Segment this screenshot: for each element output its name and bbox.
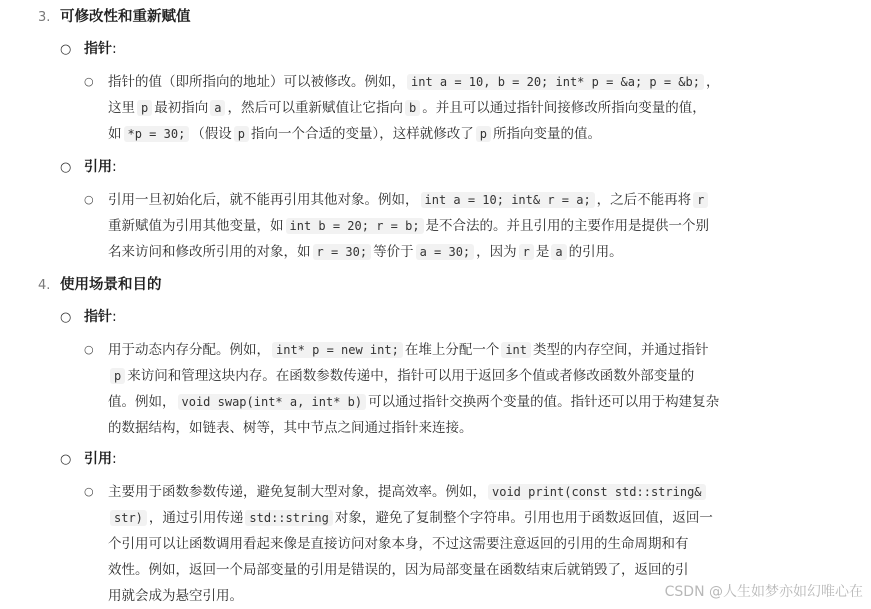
inline-code: p xyxy=(137,100,152,116)
inline-code: a xyxy=(210,100,225,116)
text-run: ，然后可以重新赋值让它指向 xyxy=(227,100,403,116)
circle-bullet-icon: ○ xyxy=(84,75,94,88)
list-item-pointer-usage xyxy=(84,337,814,441)
subheading-colon: : xyxy=(112,309,117,325)
inline-code: a xyxy=(551,244,566,260)
text-line xyxy=(84,479,814,505)
text-run: 值。例如， xyxy=(108,394,176,410)
text-run: 的数据结构，如链表、树等，其中节点之间通过指针来连接。 xyxy=(108,420,473,436)
inline-code: void swap(int* a, int* b) xyxy=(178,394,367,410)
text-line xyxy=(84,557,814,583)
text-line xyxy=(84,239,814,265)
text-run: 指向一个合适的变量），这样就修改了 xyxy=(251,126,474,142)
circle-bullet-icon: ○ xyxy=(60,42,72,57)
text-run: 如 xyxy=(108,126,122,142)
inline-code: int b = 20; r = b; xyxy=(286,218,424,234)
text-run: ，通过引用传递 xyxy=(148,510,244,526)
text-run: 引用一旦初始化后，就不能再引用其他对象。例如， xyxy=(108,192,419,208)
list-item-pointer-modifiability xyxy=(84,69,814,147)
inline-code: int a = 10; int& r = a; xyxy=(421,192,595,208)
text-run: 来访问和管理这块内存。在函数参数传递中，指针可以用于返回多个值或者修改函数外部变量的 xyxy=(127,368,695,384)
text-run: 最初指向 xyxy=(154,100,209,116)
section-title: 使用场景和目的 xyxy=(60,277,162,293)
text-run: 对象，避免了复制整个字符串。引用也用于函数返回值，返回一 xyxy=(334,510,713,526)
text-run: 在堆上分配一个 xyxy=(404,342,500,358)
inline-code: r xyxy=(693,192,708,208)
text-run: 。并且可以通过指针间接修改所指向变量的值， xyxy=(422,100,706,116)
inline-code: int* p = new int; xyxy=(272,342,403,358)
section-number: 4. xyxy=(38,278,51,293)
section-title: 可修改性和重新赋值 xyxy=(60,9,191,25)
subheading-title: 引用 xyxy=(84,159,112,175)
subheading-title: 指针 xyxy=(84,41,112,57)
circle-bullet-icon: ○ xyxy=(60,160,72,175)
text-run: 类型的内存空间，并通过指针 xyxy=(533,342,709,358)
subheading-colon: : xyxy=(112,159,117,175)
inline-code: p xyxy=(234,126,249,142)
inline-code: p xyxy=(476,126,491,142)
text-run: ，因为 xyxy=(476,244,517,260)
inline-code: r = 30; xyxy=(313,244,372,260)
subheading-colon: : xyxy=(112,41,117,57)
text-line xyxy=(84,415,814,441)
section-number: 3. xyxy=(38,10,51,25)
text-run: 这里 xyxy=(108,100,135,116)
subheading-pointer-modifiability xyxy=(60,37,117,61)
inline-code: a = 30; xyxy=(416,244,475,260)
circle-bullet-icon: ○ xyxy=(60,452,72,467)
text-run: 是不合法的。并且引用的主要作用是提供一个别 xyxy=(425,218,710,234)
text-run: 指针的值（即所指向的地址）可以被修改。例如， xyxy=(108,74,405,90)
text-line xyxy=(84,187,814,213)
inline-code: p xyxy=(110,368,125,384)
section-heading-3 xyxy=(38,4,191,30)
text-line xyxy=(84,531,814,557)
inline-code: str) xyxy=(110,510,147,526)
inline-code: *p = 30; xyxy=(124,126,190,142)
subheading-colon: : xyxy=(112,451,117,467)
inline-code: void print(const std::string& xyxy=(488,484,706,500)
text-line xyxy=(84,69,814,95)
list-item-reference-modifiability xyxy=(84,187,814,265)
section-heading-4 xyxy=(38,272,162,298)
text-run: 所指向变量的值。 xyxy=(493,126,602,142)
circle-bullet-icon: ○ xyxy=(84,193,94,206)
text-line xyxy=(84,95,814,121)
subheading-title: 引用 xyxy=(84,451,112,467)
inline-code: int xyxy=(501,342,531,358)
text-run: 个引用可以让函数调用看起来像是直接访问对象本身，不过这需要注意返回的引用的生命周期和有 xyxy=(108,536,689,552)
inline-code: b xyxy=(405,100,420,116)
text-run: 名来访问和修改所引用的对象，如 xyxy=(108,244,311,260)
text-run: 主要用于函数参数传递，避免复制大型对象，提高效率。例如， xyxy=(108,484,486,500)
text-run: 用于动态内存分配。例如， xyxy=(108,342,270,358)
circle-bullet-icon: ○ xyxy=(60,310,72,325)
text-line xyxy=(84,337,814,363)
circle-bullet-icon: ○ xyxy=(84,343,94,356)
subheading-title: 指针 xyxy=(84,309,112,325)
circle-bullet-icon: ○ xyxy=(84,485,94,498)
text-run: ，之后不能再将 xyxy=(596,192,692,208)
text-run: 等价于 xyxy=(373,244,414,260)
text-line xyxy=(84,389,814,415)
text-run: 用就会成为悬空引用。 xyxy=(108,588,243,604)
subheading-reference-modifiability xyxy=(60,155,117,179)
inline-code: std::string xyxy=(245,510,332,526)
text-run: 重新赋值为引用其他变量，如 xyxy=(108,218,284,234)
text-line xyxy=(84,121,814,147)
text-run: 可以通过指针交换两个变量的值。指针还可以用于构建复杂 xyxy=(368,394,720,410)
inline-code: r xyxy=(519,244,534,260)
text-line xyxy=(84,363,814,389)
csdn-watermark: CSDN @人生如梦亦如幻唯心在 xyxy=(664,584,863,600)
text-line xyxy=(84,213,814,239)
text-run: 效性。例如，返回一个局部变量的引用是错误的，因为局部变量在函数结束后就销毁了，返回的引 xyxy=(108,562,689,578)
subheading-pointer-usage xyxy=(60,305,117,329)
text-run: ， xyxy=(705,74,720,90)
subheading-reference-usage xyxy=(60,447,117,471)
inline-code: int a = 10, b = 20; int* p = &a; p = &b; xyxy=(407,74,704,90)
text-run: 是 xyxy=(535,244,550,260)
text-line xyxy=(84,505,814,531)
text-run: （假设 xyxy=(191,126,232,142)
text-run: 的引用。 xyxy=(568,244,623,260)
